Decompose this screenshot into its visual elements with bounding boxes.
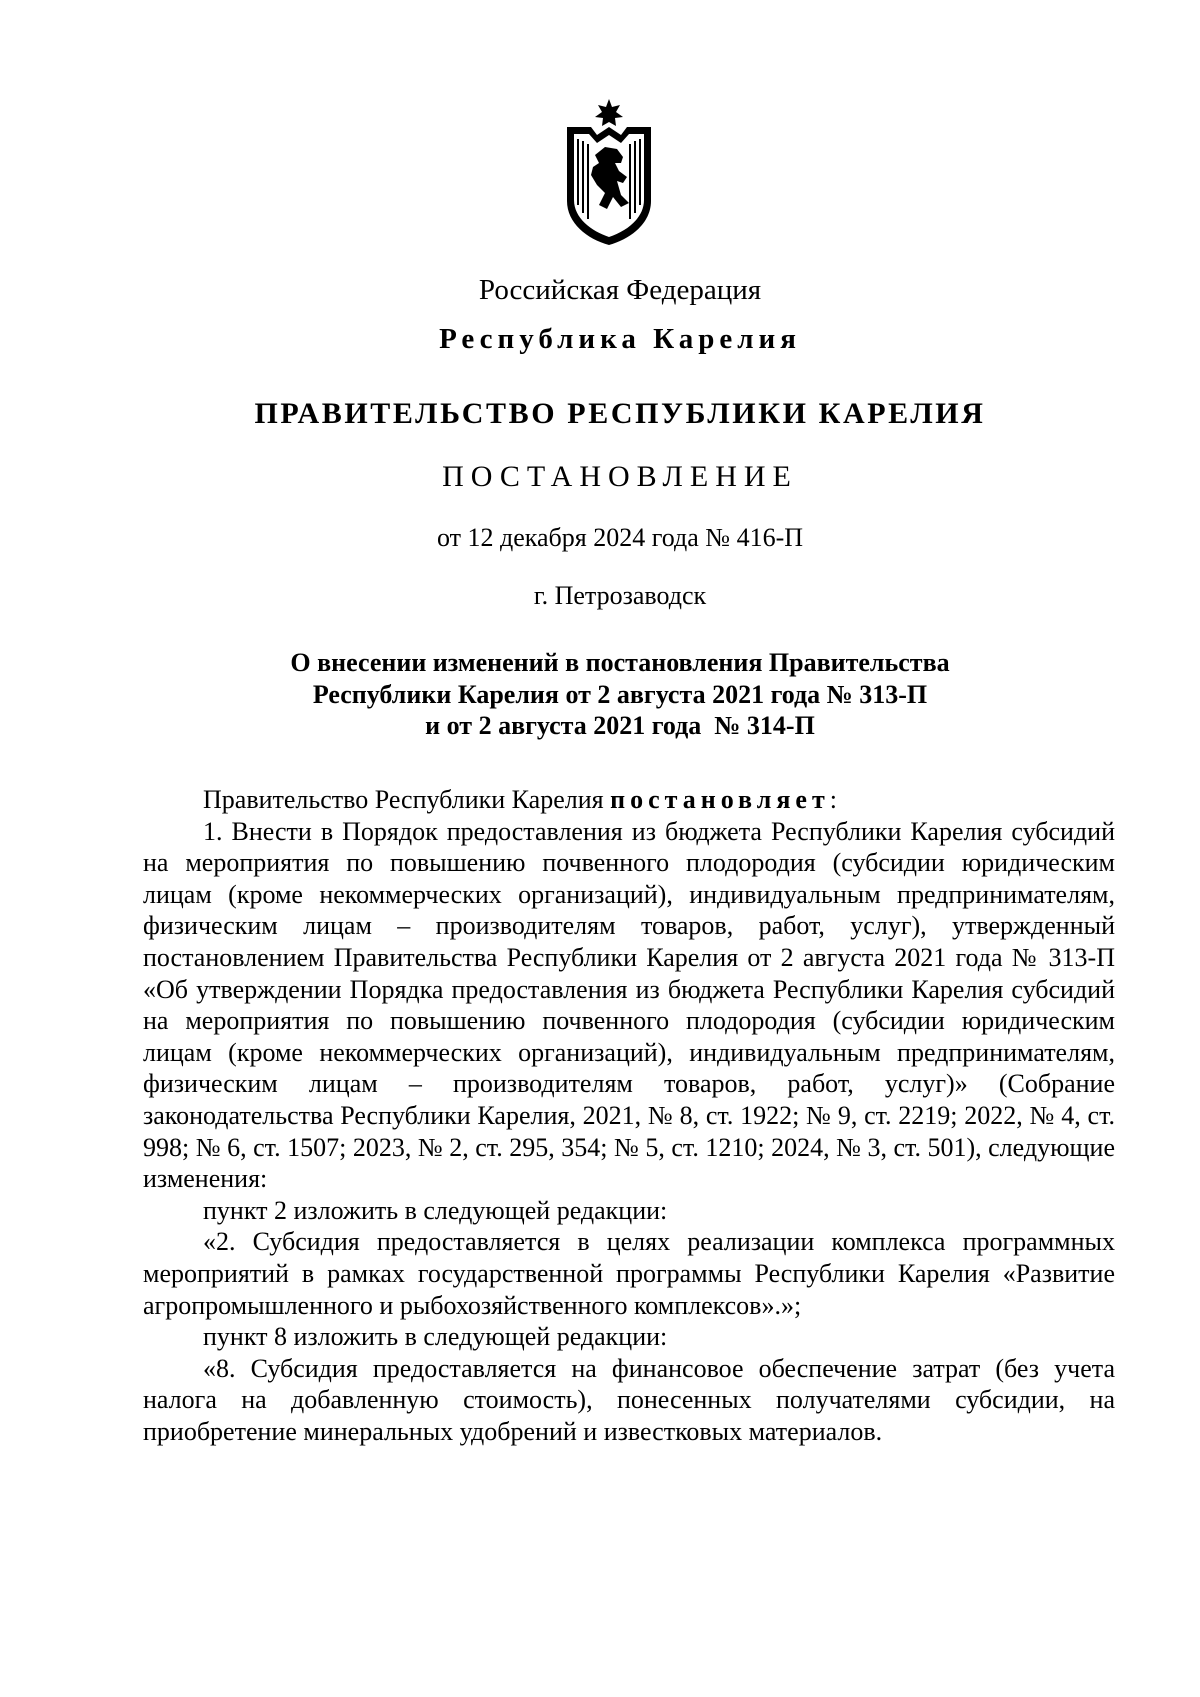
subject-line: Республики Карелия от 2 августа 2021 года № 313-П <box>312 679 928 709</box>
subject-line: О внесении изменений в постановления Правительства <box>290 648 950 677</box>
document-date-number: от 12 декабря 2024 года № 416-П <box>436 523 804 552</box>
point-8-text: «8. Субсидия предоставляется на финансовое обеспечение затрат (без учета налога на добавленную стоимость), понесенных получателями субсидии, на приобретение минеральных удобрений и известковых материалов. <box>143 1353 1115 1446</box>
point-8-intro: пункт 8 изложить в следующей редакции: <box>203 1322 668 1352</box>
document-type: ПОСТАНОВЛЕНИЕ <box>442 460 798 493</box>
country-name: Российская Федерация <box>478 274 762 306</box>
point-2-intro: пункт 2 изложить в следующей редакции: <box>203 1195 668 1225</box>
karelia-coat-of-arms-icon <box>561 97 657 247</box>
document-city: г. Петрозаводск <box>533 581 707 610</box>
enacting-clause-tail: : <box>829 785 837 814</box>
republic-name: Республика Карелия <box>439 323 801 355</box>
enacting-clause-lead: Правительство Республики Карелия <box>203 785 611 814</box>
item-1-paragraph: 1. Внести в Порядок предоставления из бюджета Республики Карелия субсидий на мероприятия по повышению почвенного плодородия (субсидии юридическим лицам (кроме некоммерческих организаций), индивидуальным предпринимателям, физическим лицам – производителям товаров, работ, услуг), утвержденный постановлением Правительства Республики Карелия от 2 августа 2021 года № 313-П «Об утверждении Порядка предоставления из бюджета Республики Карелия субсидий на мероприятия по повышению почвенного плодородия (субсидии юридическим лицам (кроме некоммерческих организаций), индивидуальным предпринимателям, физическим лицам – производителям товаров, работ, услуг)» (Собрание законодательства Республики Карелия, 2021, № 8, ст. 1922; № 9, ст. 2219; 2022, № 4, ст. 998; № 6, ст. 1507; 2023, № 2, ст. 295, 354; № 5, ст. 1210; 2024, № 3, ст. 501), следующие изменения: <box>143 816 1115 1194</box>
document-subject <box>0 647 1200 742</box>
document-body <box>143 784 1115 1447</box>
point-2-text: «2. Субсидия предоставляется в целях реализации комплекса программных мероприятий в рамках государственной программы Республики Карелия «Развитие агропромышленного и рыбохозяйственного комплексов».»; <box>143 1227 1115 1320</box>
issuing-authority: ПРАВИТЕЛЬСТВО РЕСПУБЛИКИ КАРЕЛИЯ <box>254 397 986 430</box>
enacting-clause <box>143 784 1115 816</box>
enacting-keyword: постановляет <box>610 785 830 814</box>
subject-line: и от 2 августа 2021 года № 314-П <box>425 711 815 740</box>
